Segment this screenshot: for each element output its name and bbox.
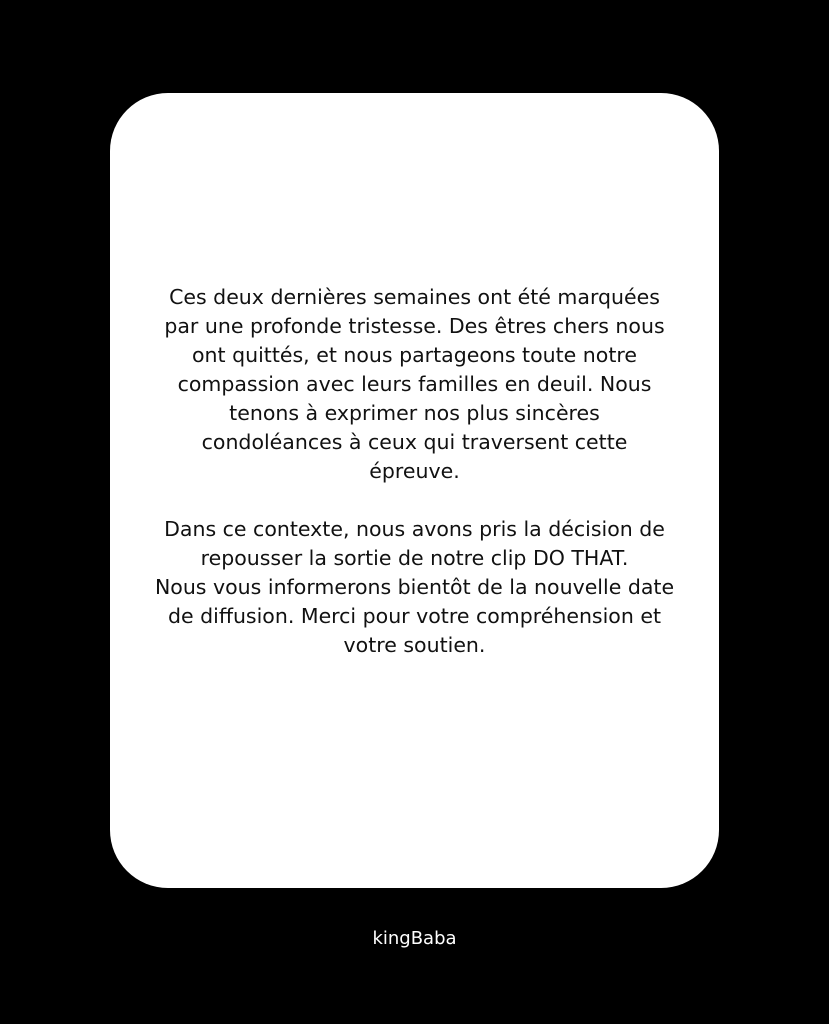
message-paragraph-1 [135, 283, 695, 486]
message-line: compassion avec leurs familles en deuil. Nous [177, 372, 652, 396]
message-line: votre soutien. [343, 633, 486, 657]
message-line: ont quittés, et nous partageons toute notre [192, 343, 637, 367]
message-line: épreuve. [369, 459, 460, 483]
message-line: repousser la sortie de notre clip DO THAT. [200, 546, 629, 570]
message-line: de diffusion. Merci pour votre compréhension et [167, 604, 662, 628]
signature: kingBaba [372, 928, 457, 949]
message-line: condoléances à ceux qui traversent cette [201, 430, 628, 454]
announcement-message [135, 283, 695, 660]
message-line: Nous vous informerons bientôt de la nouvelle date [154, 575, 675, 599]
message-line: Dans ce contexte, nous avons pris la décision de [164, 517, 665, 541]
message-paragraph-2 [135, 515, 695, 660]
message-line: Ces deux dernières semaines ont été marquées [169, 285, 660, 309]
message-line: tenons à exprimer nos plus sincères [229, 401, 600, 425]
message-card [110, 93, 719, 888]
message-line: par une profonde tristesse. Des êtres chers nous [164, 314, 665, 338]
